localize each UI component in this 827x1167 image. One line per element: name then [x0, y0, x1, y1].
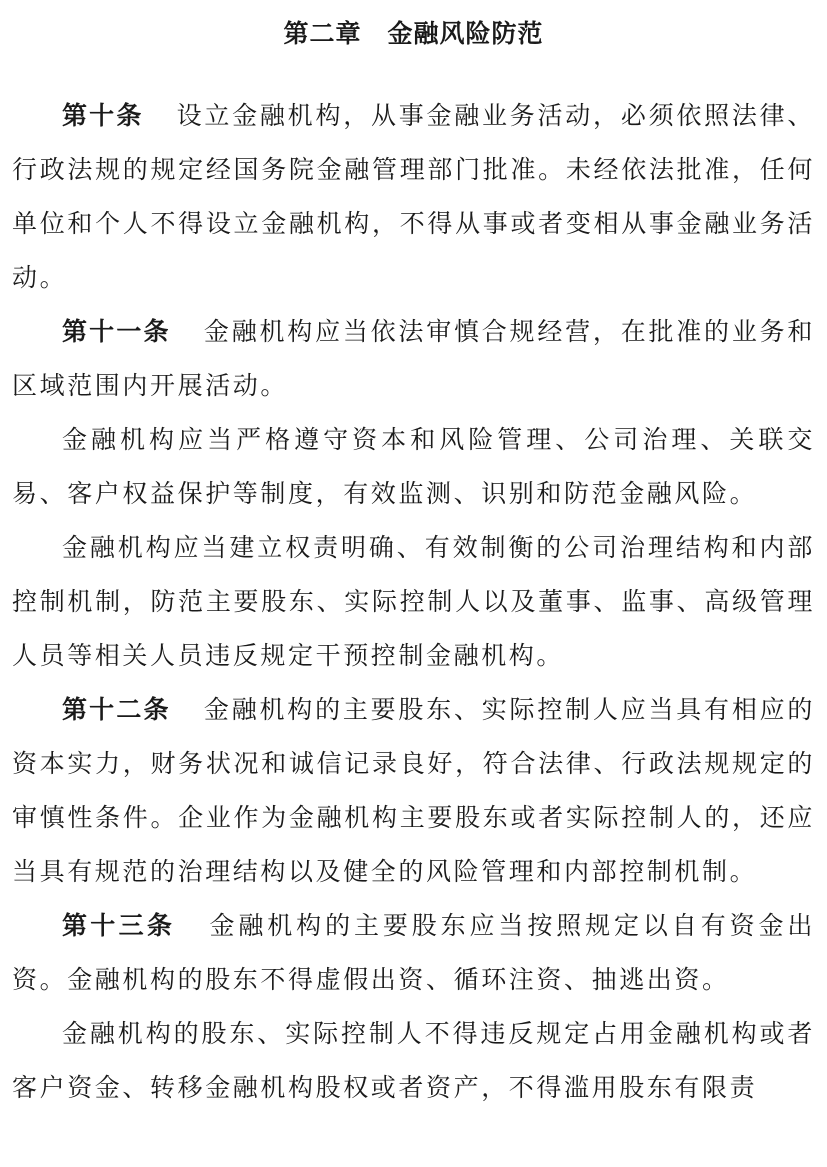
- article-number: 第十二条: [62, 695, 171, 724]
- paragraph-text: 金融机构的股东、实际控制人不得违反规定占用金融机构或者客户资金、转移金融机构股权或者资产，不得滥用股东有限责: [12, 1019, 815, 1102]
- paragraph-article-13: [12, 899, 815, 1007]
- paragraph-article-11-clause-2: [12, 413, 815, 521]
- paragraph-article-13-clause-2: [12, 1007, 815, 1115]
- paragraph-article-11: [12, 305, 815, 413]
- paragraph-text: 设立金融机构，从事金融业务活动，必须依照法律、行政法规的规定经国务院金融管理部门批准。未经依法批准，任何单位和个人不得设立金融机构，不得从事或者变相从事金融业务活动。: [12, 101, 815, 292]
- paragraph-text: 金融机构应当依法审慎合规经营，在批准的业务和区域范围内开展活动。: [12, 317, 815, 400]
- paragraph-text: 金融机构的主要股东、实际控制人应当具有相应的资本实力，财务状况和诚信记录良好，符合法律、行政法规规定的审慎性条件。企业作为金融机构主要股东或者实际控制人的，还应当具有规范的治理结构以及健全的风险管理和内部控制机制。: [12, 695, 815, 886]
- paragraph-text: 金融机构的主要股东应当按照规定以自有资金出资。金融机构的股东不得虚假出资、循环注资、抽逃出资。: [12, 911, 815, 994]
- paragraph-article-11-clause-3: [12, 521, 815, 683]
- body-text: [12, 89, 815, 1115]
- article-number: 第十三条: [62, 911, 176, 940]
- article-number: 第十条: [62, 101, 144, 130]
- paragraph-article-12: [12, 683, 815, 899]
- article-number: 第十一条: [62, 317, 171, 346]
- chapter-title: 第二章 金融风险防范: [283, 19, 544, 48]
- paragraph-article-10: [12, 89, 815, 305]
- paragraph-text: 金融机构应当严格遵守资本和风险管理、公司治理、关联交易、客户权益保护等制度，有效监测、识别和防范金融风险。: [12, 425, 815, 508]
- paragraph-text: 金融机构应当建立权责明确、有效制衡的公司治理结构和内部控制机制，防范主要股东、实际控制人以及董事、监事、高级管理人员等相关人员违反规定干预控制金融机构。: [12, 533, 815, 670]
